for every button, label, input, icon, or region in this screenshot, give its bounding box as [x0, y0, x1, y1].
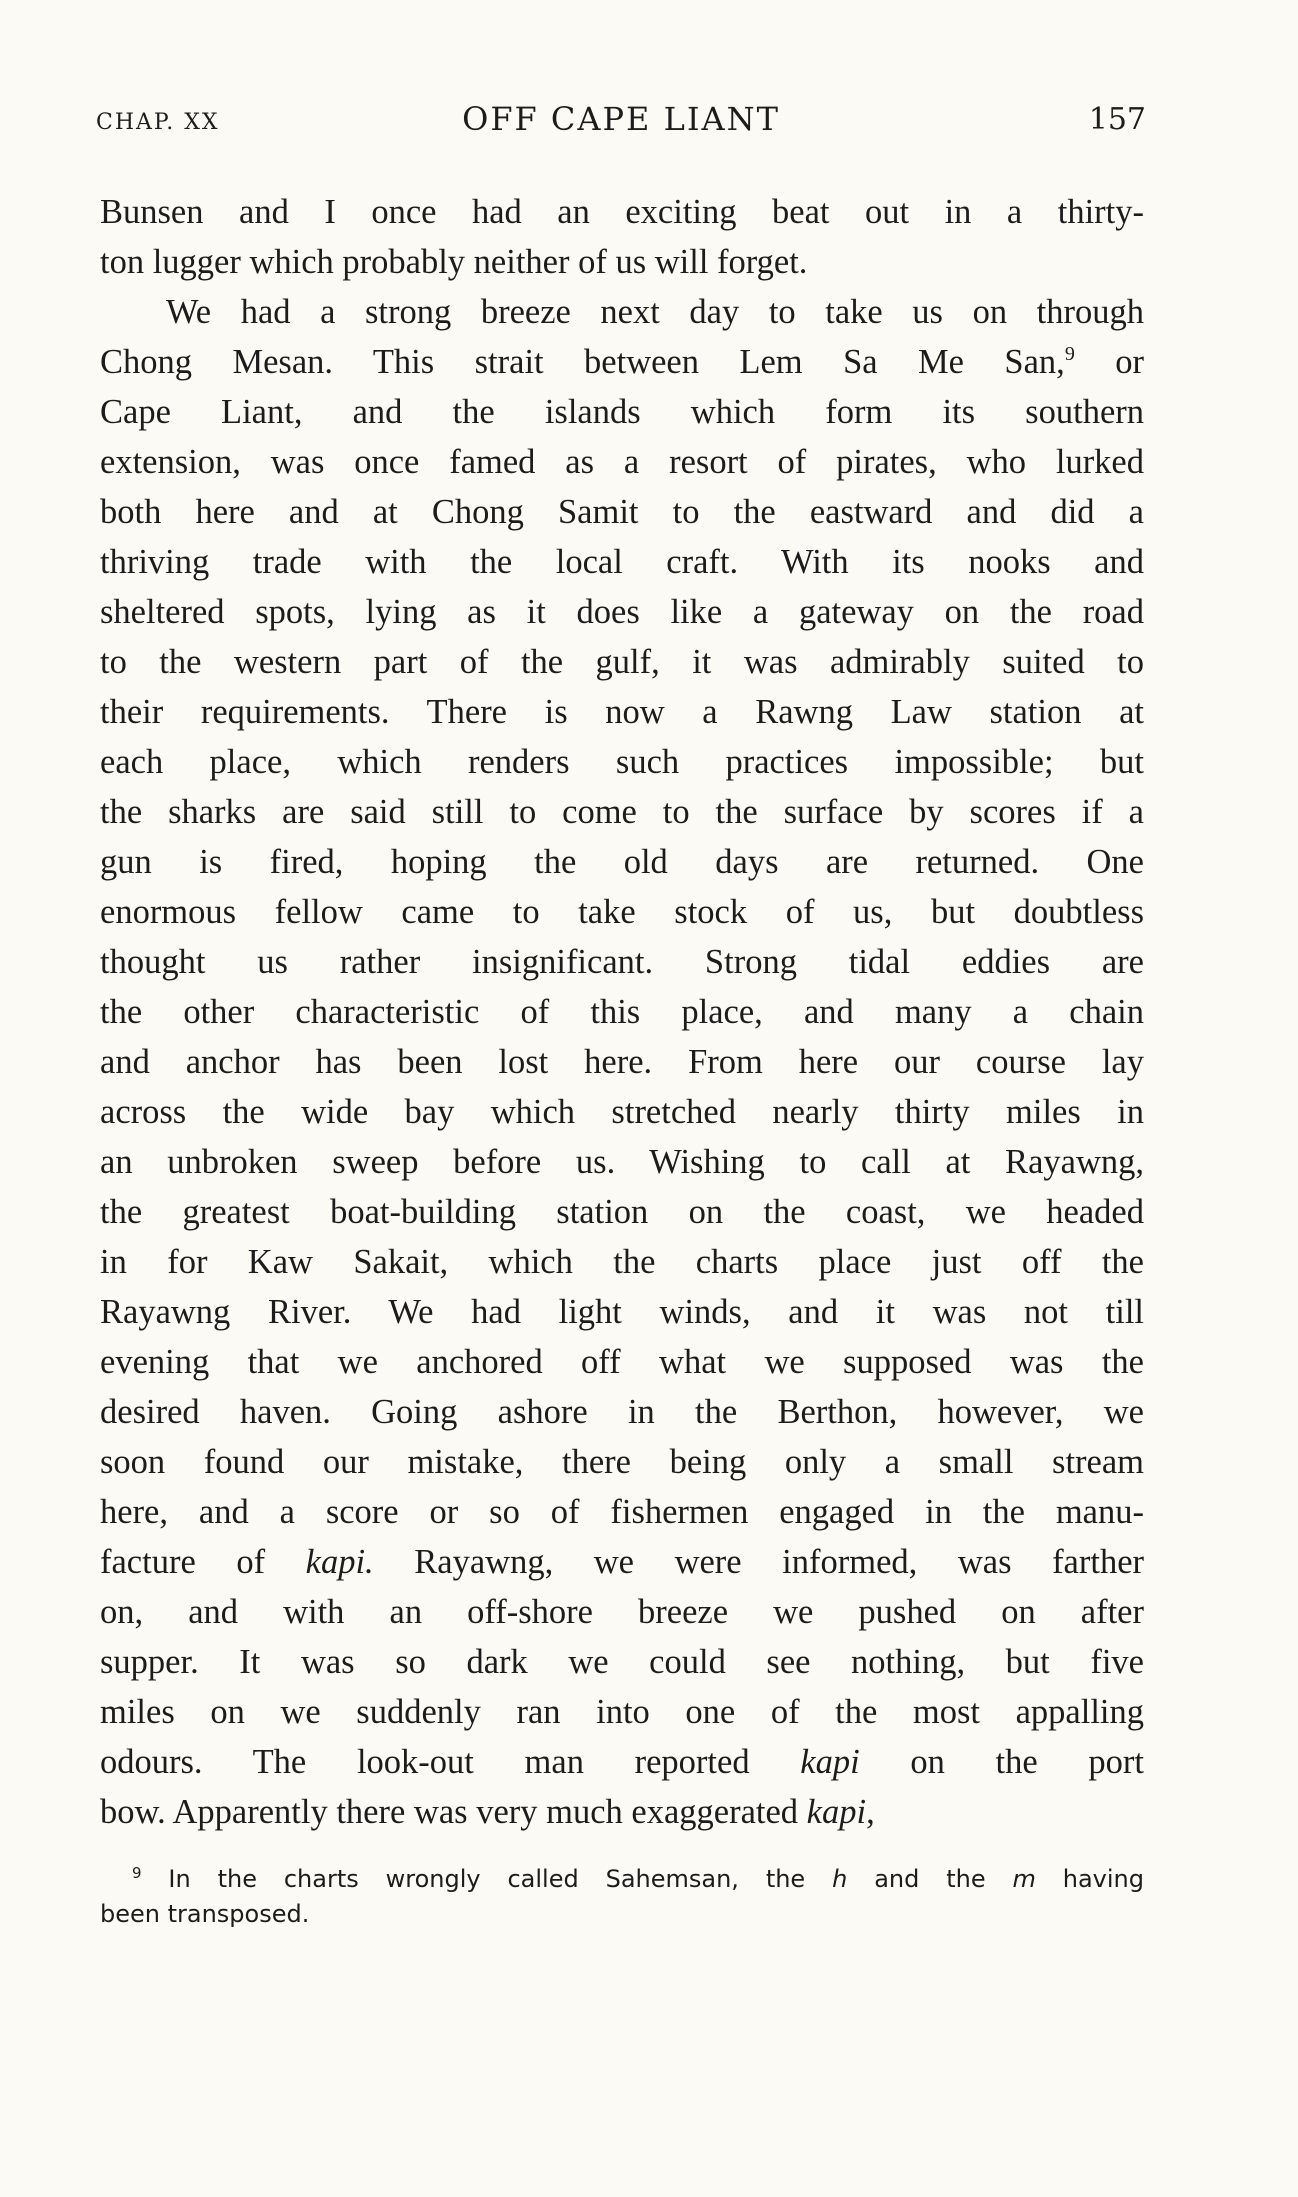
text-line: each place, which renders such practices impossible; but [100, 743, 1144, 781]
footnote-reference: 9 [1064, 343, 1075, 365]
footnote-line: $^9$ In the charts wrongly called Sahemsan, the h and the m having [132, 1864, 1144, 1893]
italic-term: kapi [806, 1793, 867, 1831]
italic-term: kapi. [305, 1543, 374, 1581]
text-line: ton lugger which probably neither of us will forget. [100, 243, 808, 281]
text-line: the greatest boat-building station on the coast, we headed [100, 1193, 1144, 1231]
text-line: and anchor has been lost here. From here our course lay [100, 1043, 1144, 1081]
page-number: 157 [1088, 102, 1146, 137]
text-line: in for Kaw Sakait, which the charts place just off the [100, 1243, 1144, 1281]
text-line: gun is fired, hoping the old days are returned. One [100, 843, 1144, 881]
text-line: here, and a score or so of fishermen engaged in the manu- [100, 1493, 1144, 1531]
text-line: extension, was once famed as a resort of pirates, who lurked [100, 443, 1144, 481]
text-line: Rayawng River. We had light winds, and it was not till [100, 1293, 1144, 1331]
text-line: sheltered spots, lying as it does like a gateway on the road [100, 593, 1144, 631]
running-head [96, 100, 1146, 144]
text-line: their requirements. There is now a Rawng Law station at [100, 693, 1144, 731]
footnote [100, 1862, 1144, 1932]
text-line: across the wide bay which stretched nearly thirty miles in [100, 1093, 1144, 1131]
text-line: Cape Liant, and the islands which form its southern [100, 393, 1144, 431]
text-line: evening that we anchored off what we supposed was the [100, 1343, 1144, 1381]
text-line: to the western part of the gulf, it was admirably suited to [100, 643, 1144, 681]
text-line: on, and with an off-shore breeze we pushed on after [100, 1593, 1144, 1631]
text-line: the sharks are said still to come to the surface by scores if a [100, 793, 1144, 831]
text-line: Chong Mesan. This strait between Lem Sa Me San,$^9$ or [100, 343, 1144, 381]
text-line: desired haven. Going ashore in the Berthon, however, we [100, 1393, 1144, 1431]
text-line: thought us rather insignificant. Strong tidal eddies are [100, 943, 1144, 981]
text-line: odours. The look-out man reported kapi on the port [100, 1743, 1144, 1781]
text-line: soon found our mistake, there being only a small stream [100, 1443, 1144, 1481]
text-line: thriving trade with the local craft. With its nooks and [100, 543, 1144, 581]
text-line: both here and at Chong Samit to the eastward and did a [100, 493, 1144, 531]
italic-term: kapi [800, 1743, 860, 1781]
footnote-line: been transposed. [100, 1900, 310, 1928]
text-line: enormous fellow came to take stock of us, but doubtless [100, 893, 1144, 931]
text-line: bow. Apparently there was very much exaggerated kapi, [100, 1793, 875, 1831]
text-line: the other characteristic of this place, and many a chain [100, 993, 1144, 1031]
running-title: OFF CAPE LIANT [462, 100, 780, 138]
text-line: an unbroken sweep before us. Wishing to call at Rayawng, [100, 1143, 1144, 1181]
footnote-marker: 9 [132, 1864, 142, 1882]
text-line: facture of kapi. Rayawng, we were informed, was farther [100, 1543, 1144, 1581]
text-line: We had a strong breeze next day to take us on through [166, 293, 1144, 331]
chapter-label: CHAP. XX [96, 110, 220, 135]
body-text [100, 187, 1144, 1837]
text-line: Bunsen and I once had an exciting beat out in a thirty- [100, 193, 1144, 231]
text-line: miles on we suddenly ran into one of the most appalling [100, 1693, 1144, 1731]
text-line: supper. It was so dark we could see nothing, but five [100, 1643, 1144, 1681]
